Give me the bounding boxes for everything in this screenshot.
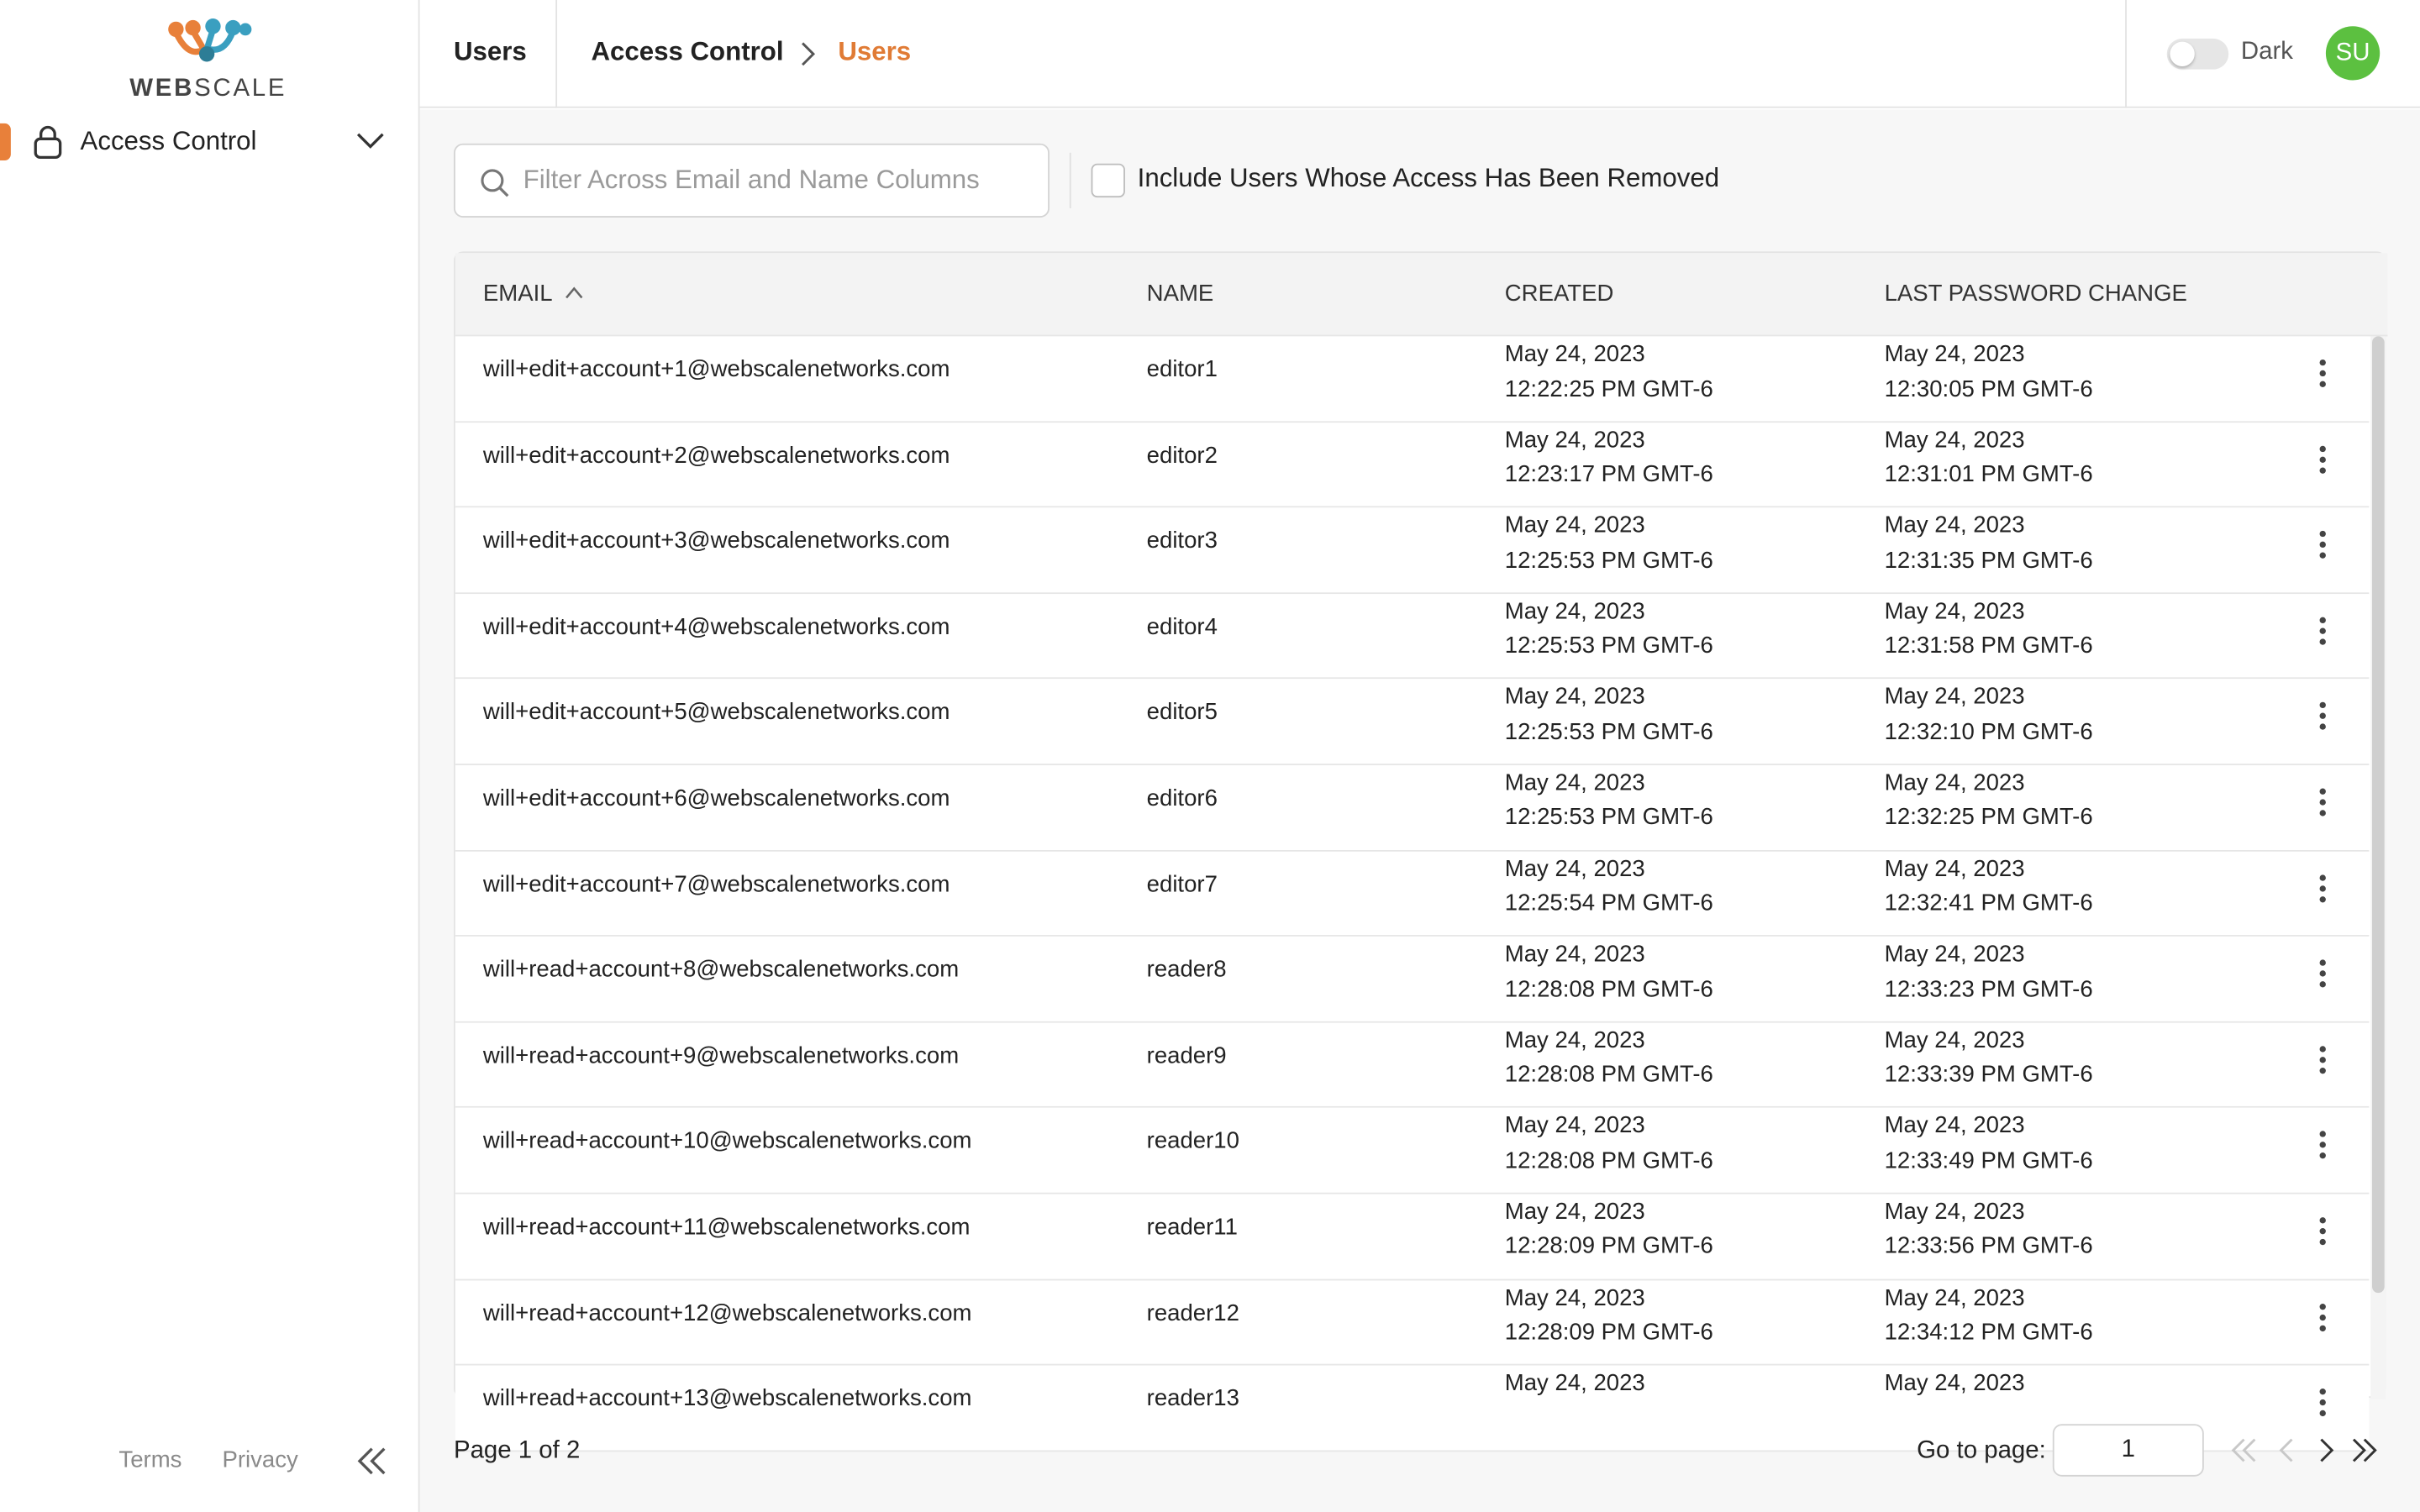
- cell-name: editor5: [1146, 699, 1218, 726]
- header-divider-right: [2125, 0, 2127, 108]
- cell-email: will+edit+account+7@webscalenetworks.com: [482, 870, 950, 898]
- created-date: May 24, 2023: [1504, 512, 1645, 539]
- goto-page-input[interactable]: [2053, 1424, 2204, 1476]
- chevron-down-icon[interactable]: [355, 129, 386, 151]
- created-date: May 24, 2023: [1504, 1199, 1645, 1226]
- password-change-time: 12:30:05 PM GMT-6: [1884, 375, 2093, 402]
- row-actions-menu-icon[interactable]: [2307, 698, 2338, 735]
- cell-email: will+read+account+12@webscalenetworks.com: [482, 1299, 972, 1326]
- toggle-knob: [2170, 42, 2194, 66]
- password-change-date: May 24, 2023: [1884, 598, 2025, 625]
- cell-last-password-change: [1885, 1195, 2093, 1265]
- cell-last-password-change: [1885, 681, 2093, 751]
- chevron-right-icon: [798, 40, 817, 68]
- sidebar: [0, 0, 420, 1512]
- cell-email: will+read+account+10@webscalenetworks.com: [482, 1128, 972, 1155]
- created-date: May 24, 2023: [1504, 684, 1645, 711]
- cell-name: reader11: [1146, 1214, 1238, 1241]
- table-row[interactable]: [455, 851, 2370, 937]
- table-row[interactable]: [455, 680, 2370, 765]
- password-change-time: 12:33:49 PM GMT-6: [1884, 1147, 2093, 1174]
- cell-last-password-change: [1885, 1024, 2093, 1094]
- password-change-date: May 24, 2023: [1884, 340, 2025, 368]
- created-time: 12:28:08 PM GMT-6: [1504, 975, 1713, 1003]
- cell-created: [1505, 1281, 1713, 1351]
- filter-divider: [1070, 153, 1071, 208]
- dark-mode-toggle[interactable]: [2167, 39, 2228, 70]
- logo-text: WEBSCALE: [129, 75, 287, 102]
- cell-created: [1505, 1195, 1713, 1265]
- cell-last-password-change: [1885, 423, 2093, 493]
- created-date: May 24, 2023: [1504, 1370, 1645, 1397]
- lock-icon: [31, 123, 65, 160]
- table-row[interactable]: [455, 937, 2370, 1022]
- cell-created: [1505, 596, 1713, 665]
- created-time: 12:28:09 PM GMT-6: [1504, 1319, 1713, 1346]
- password-change-time: 12:32:25 PM GMT-6: [1884, 804, 2093, 832]
- created-date: May 24, 2023: [1504, 1026, 1645, 1054]
- table-row[interactable]: [455, 423, 2370, 508]
- search-box: [454, 144, 1050, 218]
- row-actions-menu-icon[interactable]: [2307, 1384, 2338, 1421]
- row-actions-menu-icon[interactable]: [2307, 1041, 2338, 1078]
- collapse-sidebar-icon[interactable]: [355, 1444, 388, 1478]
- previous-page-icon[interactable]: [2272, 1435, 2303, 1466]
- breadcrumb-users: Users: [838, 37, 912, 66]
- first-page-icon[interactable]: [2228, 1435, 2260, 1466]
- password-change-time: 12:31:35 PM GMT-6: [1884, 547, 2093, 574]
- cell-email: will+read+account+11@webscalenetworks.com: [482, 1214, 971, 1241]
- password-change-time: 12:33:56 PM GMT-6: [1884, 1233, 2093, 1260]
- row-actions-menu-icon[interactable]: [2307, 1126, 2338, 1163]
- table-header: [455, 253, 2388, 336]
- scrollbar-thumb[interactable]: [2372, 336, 2385, 1293]
- password-change-time: 12:31:01 PM GMT-6: [1884, 461, 2093, 488]
- created-date: May 24, 2023: [1504, 427, 1645, 454]
- cell-last-password-change: [1885, 596, 2093, 665]
- cell-name: editor6: [1146, 785, 1218, 812]
- sidebar-item-label: Access Control: [80, 126, 257, 156]
- cell-name: reader13: [1146, 1385, 1239, 1412]
- cell-name: editor3: [1146, 528, 1218, 554]
- dark-mode-label: Dark: [2240, 38, 2293, 66]
- cell-email: will+edit+account+3@webscalenetworks.com: [482, 528, 950, 554]
- cell-last-password-change: [1885, 938, 2093, 1008]
- password-change-date: May 24, 2023: [1884, 1284, 2025, 1311]
- cell-email: will+read+account+13@webscalenetworks.com: [482, 1385, 972, 1412]
- cell-created: [1505, 1024, 1713, 1094]
- created-date: May 24, 2023: [1504, 855, 1645, 882]
- cell-created: [1505, 509, 1713, 579]
- goto-page-label: Go to page:: [1917, 1437, 2046, 1465]
- pagination: [454, 1424, 2386, 1485]
- created-time: 12:25:53 PM GMT-6: [1504, 633, 1713, 659]
- sidebar-item-access-control[interactable]: [0, 111, 418, 172]
- row-actions-menu-icon[interactable]: [2307, 527, 2338, 564]
- cell-created: [1505, 938, 1713, 1008]
- last-page-icon[interactable]: [2349, 1435, 2380, 1466]
- cell-email: will+read+account+9@webscalenetworks.com: [482, 1042, 960, 1069]
- cell-created: [1505, 767, 1713, 837]
- search-input[interactable]: [523, 160, 1018, 201]
- password-change-date: May 24, 2023: [1884, 1370, 2025, 1397]
- cell-email: will+edit+account+1@webscalenetworks.com: [482, 356, 950, 383]
- column-header-name[interactable]: NAME: [1146, 281, 1214, 307]
- cell-last-password-change: [1885, 338, 2093, 407]
- main-content: [420, 109, 2420, 1512]
- sort-asc-icon: [565, 286, 583, 301]
- table-row[interactable]: [455, 1194, 2370, 1279]
- table-body: [455, 336, 2370, 1412]
- cell-email: will+edit+account+6@webscalenetworks.com: [482, 785, 950, 812]
- page-info: Page 1 of 2: [453, 1437, 581, 1465]
- table-row[interactable]: [455, 508, 2370, 594]
- created-time: 12:22:25 PM GMT-6: [1504, 375, 1713, 402]
- password-change-date: May 24, 2023: [1884, 941, 2025, 968]
- table-row[interactable]: [455, 765, 2370, 851]
- active-indicator: [0, 123, 11, 160]
- users-table: [454, 251, 2386, 1412]
- top-header: [420, 0, 2420, 108]
- row-actions-menu-icon[interactable]: [2307, 869, 2338, 906]
- cell-created: [1505, 423, 1713, 493]
- webscale-logo[interactable]: [129, 15, 290, 102]
- cell-last-password-change: [1885, 853, 2093, 922]
- cell-last-password-change: [1885, 1110, 2093, 1179]
- header-divider: [555, 0, 557, 108]
- password-change-date: May 24, 2023: [1884, 427, 2025, 454]
- include-removed-label[interactable]: Include Users Whose Access Has Been Removed: [1137, 163, 1720, 193]
- password-change-date: May 24, 2023: [1884, 1026, 2025, 1054]
- column-header-last-password-change[interactable]: LAST PASSWORD CHANGE: [1884, 281, 2187, 307]
- row-actions-menu-icon[interactable]: [2307, 354, 2338, 391]
- created-time: 12:25:53 PM GMT-6: [1504, 718, 1713, 745]
- created-time: 12:25:53 PM GMT-6: [1504, 804, 1713, 832]
- created-time: 12:28:08 PM GMT-6: [1504, 1147, 1713, 1174]
- cell-email: will+edit+account+4@webscalenetworks.com: [482, 613, 950, 640]
- password-change-date: May 24, 2023: [1884, 684, 2025, 711]
- cell-created: [1505, 1368, 1645, 1402]
- cell-last-password-change: [1885, 1281, 2093, 1351]
- created-time: 12:23:17 PM GMT-6: [1504, 461, 1713, 488]
- created-date: May 24, 2023: [1504, 769, 1645, 796]
- password-change-time: 12:34:12 PM GMT-6: [1884, 1319, 2093, 1346]
- table-row[interactable]: [455, 1108, 2370, 1194]
- created-date: May 24, 2023: [1504, 340, 1645, 368]
- created-date: May 24, 2023: [1504, 598, 1645, 625]
- password-change-date: May 24, 2023: [1884, 1199, 2025, 1226]
- cell-last-password-change: [1885, 509, 2093, 579]
- breadcrumb-access-control[interactable]: Access Control: [591, 37, 784, 66]
- row-actions-menu-icon[interactable]: [2307, 784, 2338, 821]
- password-change-date: May 24, 2023: [1884, 1112, 2025, 1140]
- column-header-email[interactable]: EMAIL: [483, 281, 583, 307]
- cell-name: editor1: [1146, 356, 1218, 383]
- row-actions-menu-icon[interactable]: [2307, 1213, 2338, 1250]
- cell-email: will+edit+account+2@webscalenetworks.com: [482, 442, 950, 469]
- password-change-time: 12:31:58 PM GMT-6: [1884, 633, 2093, 659]
- page-title: Users: [453, 37, 527, 66]
- created-time: 12:25:54 PM GMT-6: [1504, 890, 1713, 917]
- password-change-date: May 24, 2023: [1884, 855, 2025, 882]
- cell-name: reader9: [1146, 1042, 1227, 1069]
- row-actions-menu-icon[interactable]: [2307, 612, 2338, 649]
- cell-email: will+edit+account+5@webscalenetworks.com: [482, 699, 950, 726]
- created-date: May 24, 2023: [1504, 1112, 1645, 1140]
- cell-created: [1505, 1110, 1713, 1179]
- sidebar-footer: [0, 1435, 418, 1487]
- created-date: May 24, 2023: [1504, 941, 1645, 968]
- cell-email: will+read+account+8@webscalenetworks.com: [482, 957, 960, 984]
- table-row[interactable]: [455, 1280, 2370, 1366]
- table-row[interactable]: [455, 336, 2370, 422]
- terms-link[interactable]: Terms: [118, 1446, 182, 1474]
- cell-name: editor4: [1146, 613, 1218, 640]
- table-scrollbar[interactable]: [2370, 336, 2386, 1399]
- cell-name: reader8: [1146, 957, 1227, 984]
- table-row[interactable]: [455, 594, 2370, 680]
- cell-name: reader10: [1146, 1128, 1239, 1155]
- cell-last-password-change: [1885, 767, 2093, 837]
- column-header-created[interactable]: CREATED: [1504, 281, 1614, 307]
- row-actions-menu-icon[interactable]: [2307, 441, 2338, 478]
- cell-created: [1505, 853, 1713, 922]
- password-change-time: 12:33:23 PM GMT-6: [1884, 975, 2093, 1003]
- password-change-date: May 24, 2023: [1884, 769, 2025, 796]
- cell-last-password-change: [1885, 1368, 2025, 1402]
- user-avatar[interactable]: SU: [2326, 26, 2380, 80]
- cell-name: reader12: [1146, 1299, 1239, 1326]
- logo-mark-icon: [166, 15, 253, 74]
- password-change-time: 12:32:41 PM GMT-6: [1884, 890, 2093, 917]
- table-row[interactable]: [455, 1022, 2370, 1108]
- cell-created: [1505, 681, 1713, 751]
- cell-name: editor7: [1146, 870, 1218, 898]
- created-time: 12:25:53 PM GMT-6: [1504, 547, 1713, 574]
- search-icon: [480, 168, 511, 199]
- password-change-date: May 24, 2023: [1884, 512, 2025, 539]
- row-actions-menu-icon[interactable]: [2307, 1299, 2338, 1336]
- cell-name: editor2: [1146, 442, 1218, 469]
- include-removed-checkbox[interactable]: [1092, 164, 1125, 197]
- cell-created: [1505, 338, 1713, 407]
- password-change-time: 12:33:39 PM GMT-6: [1884, 1062, 2093, 1089]
- created-time: 12:28:08 PM GMT-6: [1504, 1062, 1713, 1089]
- password-change-time: 12:32:10 PM GMT-6: [1884, 718, 2093, 745]
- created-date: May 24, 2023: [1504, 1284, 1645, 1311]
- next-page-icon[interactable]: [2311, 1435, 2342, 1466]
- created-time: 12:28:09 PM GMT-6: [1504, 1233, 1713, 1260]
- privacy-link[interactable]: Privacy: [222, 1446, 298, 1474]
- row-actions-menu-icon[interactable]: [2307, 955, 2338, 992]
